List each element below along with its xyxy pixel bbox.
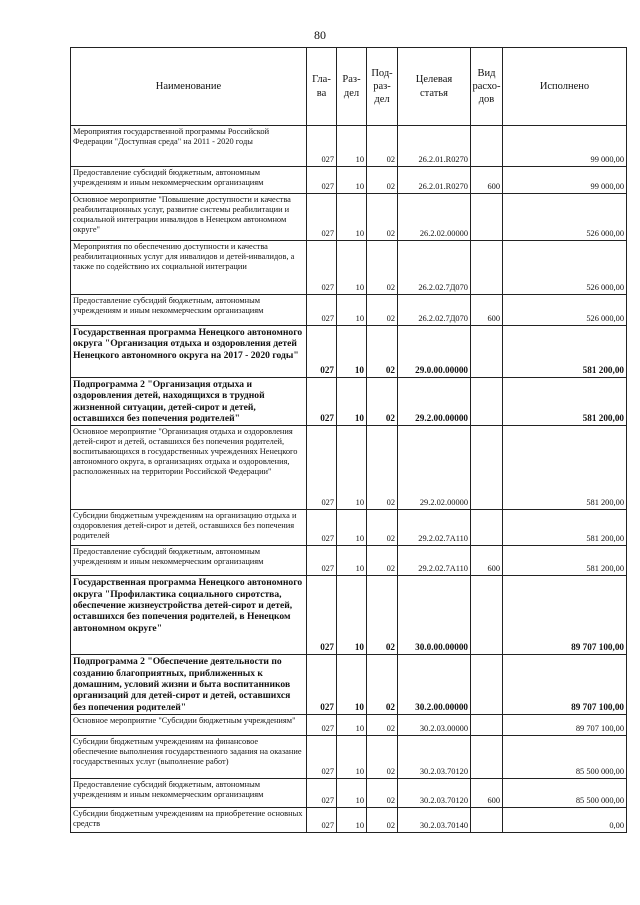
header-vid: Вид расхо- дов: [471, 48, 503, 126]
cell-name: Предоставление субсидий бюджетным, автономным учреждениям и иным некоммерческим организациям: [71, 778, 307, 807]
cell-vid: 600: [471, 167, 503, 194]
cell-done: 89 707 100,00: [503, 655, 627, 715]
table-row: [71, 655, 627, 715]
cell-razdel: 10: [337, 295, 367, 326]
cell-done: 581 200,00: [503, 326, 627, 378]
cell-razdel: 10: [337, 655, 367, 715]
cell-podrazdel: 02: [367, 326, 398, 378]
cell-podrazdel: 02: [367, 194, 398, 241]
cell-done: 581 200,00: [503, 378, 627, 426]
cell-name: Подпрограмма 2 "Обеспечение деятельности по созданию благоприятных, приближенных к домашним, условий жизни и быта воспитанников организаций для детей-сирот и детей, оставшихся без попечения родителей": [71, 655, 307, 715]
table-body: [71, 126, 627, 833]
cell-vid: [471, 576, 503, 655]
cell-target: 26.2.02.00000: [398, 194, 471, 241]
cell-podrazdel: 02: [367, 714, 398, 735]
cell-podrazdel: 02: [367, 655, 398, 715]
cell-glava: 027: [307, 426, 337, 510]
table-row: [71, 295, 627, 326]
cell-name: Основное мероприятие "Повышение доступности и качества реабилитационных услуг, развитие системы реабилитации и социальной интеграции инвалидов в Ненецком автономном округе": [71, 194, 307, 241]
cell-podrazdel: 02: [367, 735, 398, 778]
cell-glava: 027: [307, 546, 337, 576]
cell-done: 99 000,00: [503, 126, 627, 167]
cell-razdel: 10: [337, 326, 367, 378]
cell-done: 89 707 100,00: [503, 576, 627, 655]
cell-name: Основное мероприятие "Организация отдыха и оздоровления детей-сирот и детей, оставшихся без попечения родителей, воспитывающихся в государственных учреждениях Ненецкого автономного округа, в организациях отдыха и оздоровления, расположенных на территории Российской Федерации": [71, 426, 307, 510]
table-header-row: [71, 48, 627, 126]
cell-target: 29.2.02.7А110: [398, 510, 471, 546]
cell-glava: 027: [307, 167, 337, 194]
cell-vid: [471, 807, 503, 832]
cell-razdel: 10: [337, 576, 367, 655]
cell-name: Основное мероприятие "Субсидии бюджетным учреждениям": [71, 714, 307, 735]
cell-target: 30.2.03.70120: [398, 735, 471, 778]
cell-glava: 027: [307, 510, 337, 546]
cell-vid: [471, 714, 503, 735]
cell-done: 581 200,00: [503, 546, 627, 576]
header-name: Наименование: [71, 48, 307, 126]
cell-vid: [471, 326, 503, 378]
cell-name: Подпрограмма 2 "Организация отдыха и оздоровления детей, находящихся в трудной жизненной ситуации, детей-сирот и детей, оставшихся без попечения родителей": [71, 378, 307, 426]
cell-razdel: 10: [337, 546, 367, 576]
cell-target: 30.2.03.00000: [398, 714, 471, 735]
cell-razdel: 10: [337, 126, 367, 167]
cell-done: 581 200,00: [503, 426, 627, 510]
cell-razdel: 10: [337, 510, 367, 546]
cell-target: 26.2.01.R0270: [398, 167, 471, 194]
table-row: [71, 426, 627, 510]
cell-vid: [471, 126, 503, 167]
cell-glava: 027: [307, 655, 337, 715]
cell-glava: 027: [307, 326, 337, 378]
cell-name: Мероприятия государственной программы Российской Федерации "Доступная среда" на 2011 - 2020 годы: [71, 126, 307, 167]
cell-podrazdel: 02: [367, 576, 398, 655]
cell-name: Государственная программа Ненецкого автономного округа "Профилактика социального сиротства, обеспечение жизнеустройства детей-сирот и детей, оставшихся без попечения родителей, в Ненецком автономном округе": [71, 576, 307, 655]
cell-podrazdel: 02: [367, 546, 398, 576]
table-row: [71, 735, 627, 778]
cell-name: Мероприятия по обеспечению доступности и качества реабилитационных услуг для инвалидов и детей-инвалидов, а также по содействию их социальной интеграции: [71, 241, 307, 295]
cell-vid: [471, 510, 503, 546]
cell-glava: 027: [307, 735, 337, 778]
cell-target: 26.2.01.R0270: [398, 126, 471, 167]
cell-podrazdel: 02: [367, 167, 398, 194]
cell-glava: 027: [307, 295, 337, 326]
cell-glava: 027: [307, 576, 337, 655]
cell-vid: [471, 241, 503, 295]
cell-podrazdel: 02: [367, 378, 398, 426]
cell-name: Государственная программа Ненецкого автономного округа "Организация отдыха и оздоровления детей Ненецкого автономного округа на 2017 - 2020 годы": [71, 326, 307, 378]
table-row: [71, 576, 627, 655]
cell-target: 30.0.00.00000: [398, 576, 471, 655]
cell-razdel: 10: [337, 378, 367, 426]
cell-name: Субсидии бюджетным учреждениям на приобретение основных средств: [71, 807, 307, 832]
cell-razdel: 10: [337, 194, 367, 241]
cell-done: 526 000,00: [503, 295, 627, 326]
table-row: [71, 378, 627, 426]
cell-glava: 027: [307, 126, 337, 167]
table-row: [71, 167, 627, 194]
header-razdel: Раз- дел: [337, 48, 367, 126]
cell-name: Субсидии бюджетным учреждениям на финансовое обеспечение выполнения государственного задания на оказание государственных услуг (выполнение работ): [71, 735, 307, 778]
table-row: [71, 778, 627, 807]
cell-done: 89 707 100,00: [503, 714, 627, 735]
cell-name: Предоставление субсидий бюджетным, автономным учреждениям и иным некоммерческим организациям: [71, 546, 307, 576]
cell-razdel: 10: [337, 241, 367, 295]
cell-done: 526 000,00: [503, 194, 627, 241]
cell-podrazdel: 02: [367, 295, 398, 326]
cell-podrazdel: 02: [367, 426, 398, 510]
table-row: [71, 126, 627, 167]
cell-name: Предоставление субсидий бюджетным, автономным учреждениям и иным некоммерческим организациям: [71, 167, 307, 194]
cell-vid: [471, 735, 503, 778]
cell-glava: 027: [307, 714, 337, 735]
cell-podrazdel: 02: [367, 778, 398, 807]
cell-name: Субсидии бюджетным учреждениям на организацию отдыха и оздоровления детей-сирот и детей, оставшихся без попечения родителей: [71, 510, 307, 546]
cell-vid: [471, 426, 503, 510]
table-row: [71, 546, 627, 576]
cell-target: 29.2.00.00000: [398, 378, 471, 426]
cell-razdel: 10: [337, 167, 367, 194]
cell-glava: 027: [307, 241, 337, 295]
cell-target: 30.2.00.00000: [398, 655, 471, 715]
cell-target: 26.2.02.7Д070: [398, 295, 471, 326]
cell-glava: 027: [307, 378, 337, 426]
cell-target: 29.2.02.00000: [398, 426, 471, 510]
cell-done: 581 200,00: [503, 510, 627, 546]
table-row: [71, 510, 627, 546]
cell-podrazdel: 02: [367, 807, 398, 832]
cell-done: 85 500 000,00: [503, 735, 627, 778]
cell-target: 26.2.02.7Д070: [398, 241, 471, 295]
table-row: [71, 807, 627, 832]
cell-razdel: 10: [337, 426, 367, 510]
cell-podrazdel: 02: [367, 126, 398, 167]
cell-done: 85 500 000,00: [503, 778, 627, 807]
cell-razdel: 10: [337, 714, 367, 735]
cell-target: 29.0.00.00000: [398, 326, 471, 378]
cell-done: 526 000,00: [503, 241, 627, 295]
cell-done: 99 000,00: [503, 167, 627, 194]
cell-glava: 027: [307, 807, 337, 832]
budget-table: [70, 47, 627, 833]
cell-podrazdel: 02: [367, 510, 398, 546]
cell-vid: 600: [471, 295, 503, 326]
cell-glava: 027: [307, 194, 337, 241]
cell-target: 30.2.03.70120: [398, 778, 471, 807]
cell-razdel: 10: [337, 735, 367, 778]
cell-target: 29.2.02.7А110: [398, 546, 471, 576]
cell-vid: 600: [471, 778, 503, 807]
header-glava: Гла- ва: [307, 48, 337, 126]
cell-target: 30.2.03.70140: [398, 807, 471, 832]
page-number: 80: [314, 28, 326, 42]
cell-done: 0,00: [503, 807, 627, 832]
cell-name: Предоставление субсидий бюджетным, автономным учреждениям и иным некоммерческим организациям: [71, 295, 307, 326]
cell-razdel: 10: [337, 778, 367, 807]
cell-vid: [471, 194, 503, 241]
table-row: [71, 714, 627, 735]
table-row: [71, 194, 627, 241]
header-target: Целевая статья: [398, 48, 471, 126]
cell-vid: [471, 655, 503, 715]
cell-vid: 600: [471, 546, 503, 576]
table-row: [71, 241, 627, 295]
cell-razdel: 10: [337, 807, 367, 832]
table-row: [71, 326, 627, 378]
cell-glava: 027: [307, 778, 337, 807]
cell-vid: [471, 378, 503, 426]
cell-podrazdel: 02: [367, 241, 398, 295]
header-podrazdel: Под- раз- дел: [367, 48, 398, 126]
header-done: Исполнено: [503, 48, 627, 126]
